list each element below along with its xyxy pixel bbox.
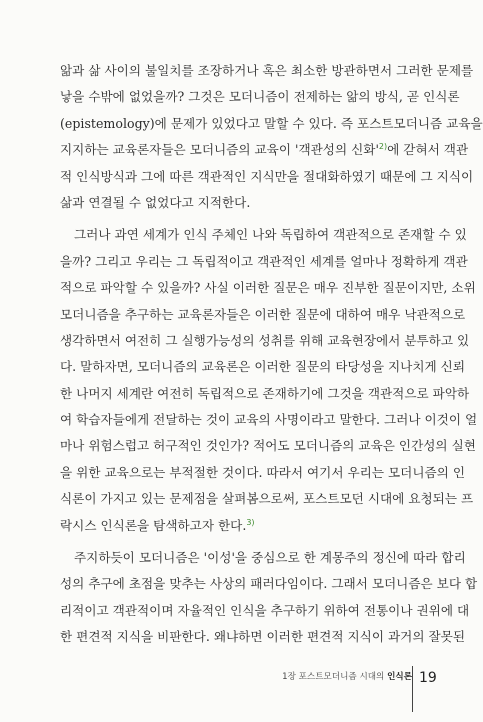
text-line <box>60 354 465 380</box>
text-line <box>60 381 470 407</box>
line-text: 성의 추구에 초점을 맞추는 사상의 패러다임이다. 그래서 모더니즘은 보다 합 <box>60 576 478 592</box>
line-text: 한 편견적 지식을 비판한다. 왜냐하면 이러한 편견적 지식이 과거의 잘못된 <box>60 629 465 645</box>
line-text: 다. 말하자면, 모더니즘의 교육론은 이러한 질문의 타당성을 지나치게 신뢰 <box>60 359 465 375</box>
text-line <box>60 222 467 248</box>
line-text: 마나 위험스럽고 허구적인 것인가? 적어도 모더니즘의 교육은 인간성의 실현 <box>60 438 476 454</box>
text-line <box>60 302 466 328</box>
line-text: 락시스 인식론을 탐색하고자 한다. <box>60 517 247 533</box>
line-text: 모더니즘을 추구하는 교육론자들은 이러한 질문에 대하여 매우 낙관적으로 <box>60 306 466 322</box>
line-text: 을까? 그리고 우리는 그 독립적이고 객관적인 세계를 얼마나 정확하게 객관 <box>60 253 468 269</box>
line-text: 그러나 과연 세계가 인식 주체인 나와 독립하여 객관적으로 존재할 수 있 <box>74 227 467 243</box>
text-line <box>60 433 476 459</box>
text-line <box>60 598 470 624</box>
footer-chapter-title-bold: 인식론 <box>387 672 412 682</box>
text-line <box>60 328 470 354</box>
line-text: 앎과 삶 사이의 불일치를 조장하거나 혹은 최소한 방관하면서 그러한 문제를 <box>60 63 474 78</box>
line-text: 지지하는 교육론자들은 모더니즘의 교육이 '객관성의 신화' <box>60 142 379 158</box>
running-footer <box>0 670 412 684</box>
text-line <box>60 137 469 163</box>
text-line <box>60 571 478 597</box>
text-line <box>60 249 468 275</box>
line-text: 식론이 가지고 있는 문제점을 살펴봄으로써, 포스트모던 시대에 요청되는 프 <box>60 491 474 507</box>
text-line <box>60 190 422 216</box>
line-text: 적 인식방식과 그에 따른 객관적인 지식만을 절대화하였기 때문에 그 지식이 <box>60 168 474 184</box>
text-line <box>60 111 483 137</box>
text-line <box>60 164 474 190</box>
text-line <box>60 460 465 486</box>
line-text: 한 나머지 세계란 여전히 독립적으로 존재하기에 그것을 객관적으로 파악하 <box>60 385 470 401</box>
text-line <box>60 275 476 301</box>
page-number: 19 <box>419 670 437 686</box>
body-text <box>60 58 483 651</box>
footnote-marker[interactable]: 2) <box>378 141 388 151</box>
line-text: 여 학습자들에게 전달하는 것이 교육의 사명이라고 말한다. 그러나 이것이 얼 <box>60 412 478 428</box>
footer-chapter-title: 1장 포스트모더니즘 시대의 <box>282 672 385 682</box>
line-text: 삶과 연결될 수 없었다고 지적한다. <box>60 194 251 210</box>
line-text: 리적이고 객관적이며 자율적인 인식을 추구하기 위하여 전통이나 권위에 대 <box>60 602 470 618</box>
line-text: 을 위한 교육으로는 부적절한 것이다. 따라서 여기서 우리는 모더니즘의 인 <box>60 464 465 480</box>
line-text: 주지하듯이 모더니즘은 '이성'을 중심으로 한 계몽주의 정신에 따라 합리 <box>74 550 466 566</box>
footnote-marker[interactable]: 3) <box>246 517 255 527</box>
text-line <box>60 513 422 539</box>
line-text-continued: 에 갇혀서 객관 <box>387 142 469 158</box>
text-line <box>60 486 474 512</box>
line-text: (epistemology)에 문제가 있었다고 말할 수 있다. 즉 포스트모더니즘 교육을 <box>60 115 483 131</box>
text-line <box>60 545 466 571</box>
line-text: 생각하면서 여전히 그 실행가능성의 성취를 위해 교육현장에서 분투하고 있 <box>60 332 470 348</box>
line-text: 낳을 수밖에 없었을까? 그것은 모더니즘이 전제하는 앎의 방식, 곧 인식론 <box>60 89 460 105</box>
footer-divider <box>412 666 413 712</box>
text-line <box>60 58 474 84</box>
text-line <box>60 624 465 650</box>
text-line <box>60 407 478 433</box>
line-text: 적으로 파악할 수 있을까? 사실 이러한 질문은 매우 진부한 질문이지만, 소위 <box>60 280 476 296</box>
text-line <box>60 84 460 110</box>
